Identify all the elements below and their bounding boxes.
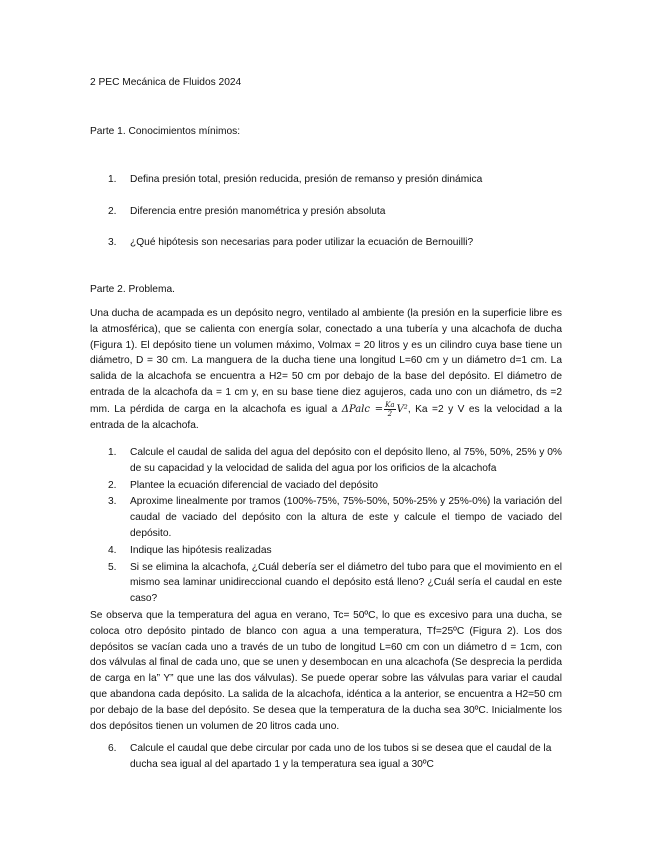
problem-statement-paragraph [90, 306, 562, 434]
item-text: Aproxime linealmente por tramos (100%-75%, 75%-50%, 50%-25% y 25%-0%) la variación del caudal de vaciado del depósito con la altura de este y calcule el tiempo de vaciado del depósito. [130, 496, 562, 539]
document-title: 2 PEC Mecánica de Fluidos 2024 [90, 77, 242, 88]
item-number: 2. [108, 479, 117, 491]
question-number: 1. [108, 174, 117, 185]
formula-fraction [384, 401, 395, 418]
item-text: Plantee la ecuación diferencial de vaciado del depósito [130, 479, 379, 491]
item-number: 4. [108, 544, 117, 556]
paragraph-text-end: , Ka =2 y V es la velocidad a la entrada de la alcachofa. [90, 403, 562, 431]
problem-item-3 [0, 494, 655, 541]
fraction-denominator: 2 [387, 409, 393, 418]
part1-heading: Parte 1. Conocimientos mínimos: [90, 126, 241, 137]
item-text: Si se elimina la alcachofa, ¿Cuál debería ser el diámetro del tubo para que el movimiento en el mismo sea laminar unidireccional cuando el depósito está lleno? ¿Cuál sería el caudal en este caso? [130, 561, 562, 605]
item-number: 1. [108, 447, 117, 458]
item-text: Calcule el caudal de salida del agua del depósito con el depósito lleno, al 75%, 50%, 25% y 0% de su capacidad y la velocidad de salida del agua por los orificios de la alcachofa [130, 447, 562, 474]
problem-item-4 [0, 543, 655, 559]
item-text: Indique las hipótesis realizadas [130, 544, 272, 556]
formula-rhs: V² [396, 403, 408, 415]
problem-items-list [0, 445, 655, 608]
item-number: 3. [108, 496, 117, 508]
question-number: 2. [108, 206, 117, 217]
second-scenario-paragraph: Se observa que la temperatura del agua en verano, Tc= 50ºC, lo que es excesivo para una ducha, se coloca otro depósito pintado de blanco con agua a una temperatura, Tf=25ºC (Figura 2). Los dos depósitos se vacían cada uno a través de un tubo de longitud L=60 cm con un diámetro d = 1cm, con dos válvulas al final de cada uno, que se unen y desembocan en una alcachofa (Se desprecia la perdida de carga en la” Y” que une las dos válvulas). Se puede operar sobre las válvulas para variar el caudal que abandona cada depósito. La salida de la alcachofa, idéntica a la anterior, se encuentra a H2=50 cm por debajo de la base del depósito. Se desea que la temperatura de la ducha sea 30ºC. Inicialmente los dos depósitos tienen un volumen de 20 litros cada uno. [90, 610, 562, 732]
item-number: 5. [108, 561, 117, 573]
question-text: Diferencia entre presión manométrica y presión absoluta [130, 206, 386, 217]
fraction-numerator: Ka [385, 400, 395, 409]
formula-lhs: ΔPalc = [341, 403, 384, 415]
part2-heading: Parte 2. Problema. [90, 284, 175, 295]
question-number: 3. [108, 237, 117, 248]
item-number: 6. [108, 743, 117, 754]
paragraph-text: Una ducha de acampada es un depósito negro, ventilado al ambiente (la presión en la superficie libre es la atmosférica), que se calienta con energía solar, conectado a una tubería y una alcachofa de ducha (Figura 1). El depósito tiene un volumen máximo, Volmax = 20 litros y es un cilindro cuya base tiene un diámetro, D = 30 cm. La manguera de la ducha tiene una longitud L=60 cm y un diámetro d=1 cm. La salida de la alcachofa se encuentra a H2= 50 cm por debajo de la base del depósito. El diámetro de entrada de la alcachofa da = 1 cm y, en su base tiene diez agujeros, cada uno con un diámetro, ds =2 mm. La pérdida de carga en la alcachofa es igual a [90, 308, 562, 415]
question-text: ¿Qué hipótesis son necesarias para poder utilizar la ecuación de Bernouilli? [130, 237, 474, 248]
head-loss-formula [341, 400, 408, 418]
problem-item-5 [0, 560, 655, 607]
problem-item-2 [0, 478, 655, 494]
problem-item-1 [0, 445, 655, 477]
question-text: Defina presión total, presión reducida, presión de remanso y presión dinámica [130, 174, 483, 185]
item-text: Calcule el caudal que debe circular por cada uno de los tubos si se desea que el caudal de la ducha sea igual al del apartado 1 y la temperatura sea igual a 30ºC [130, 743, 552, 770]
